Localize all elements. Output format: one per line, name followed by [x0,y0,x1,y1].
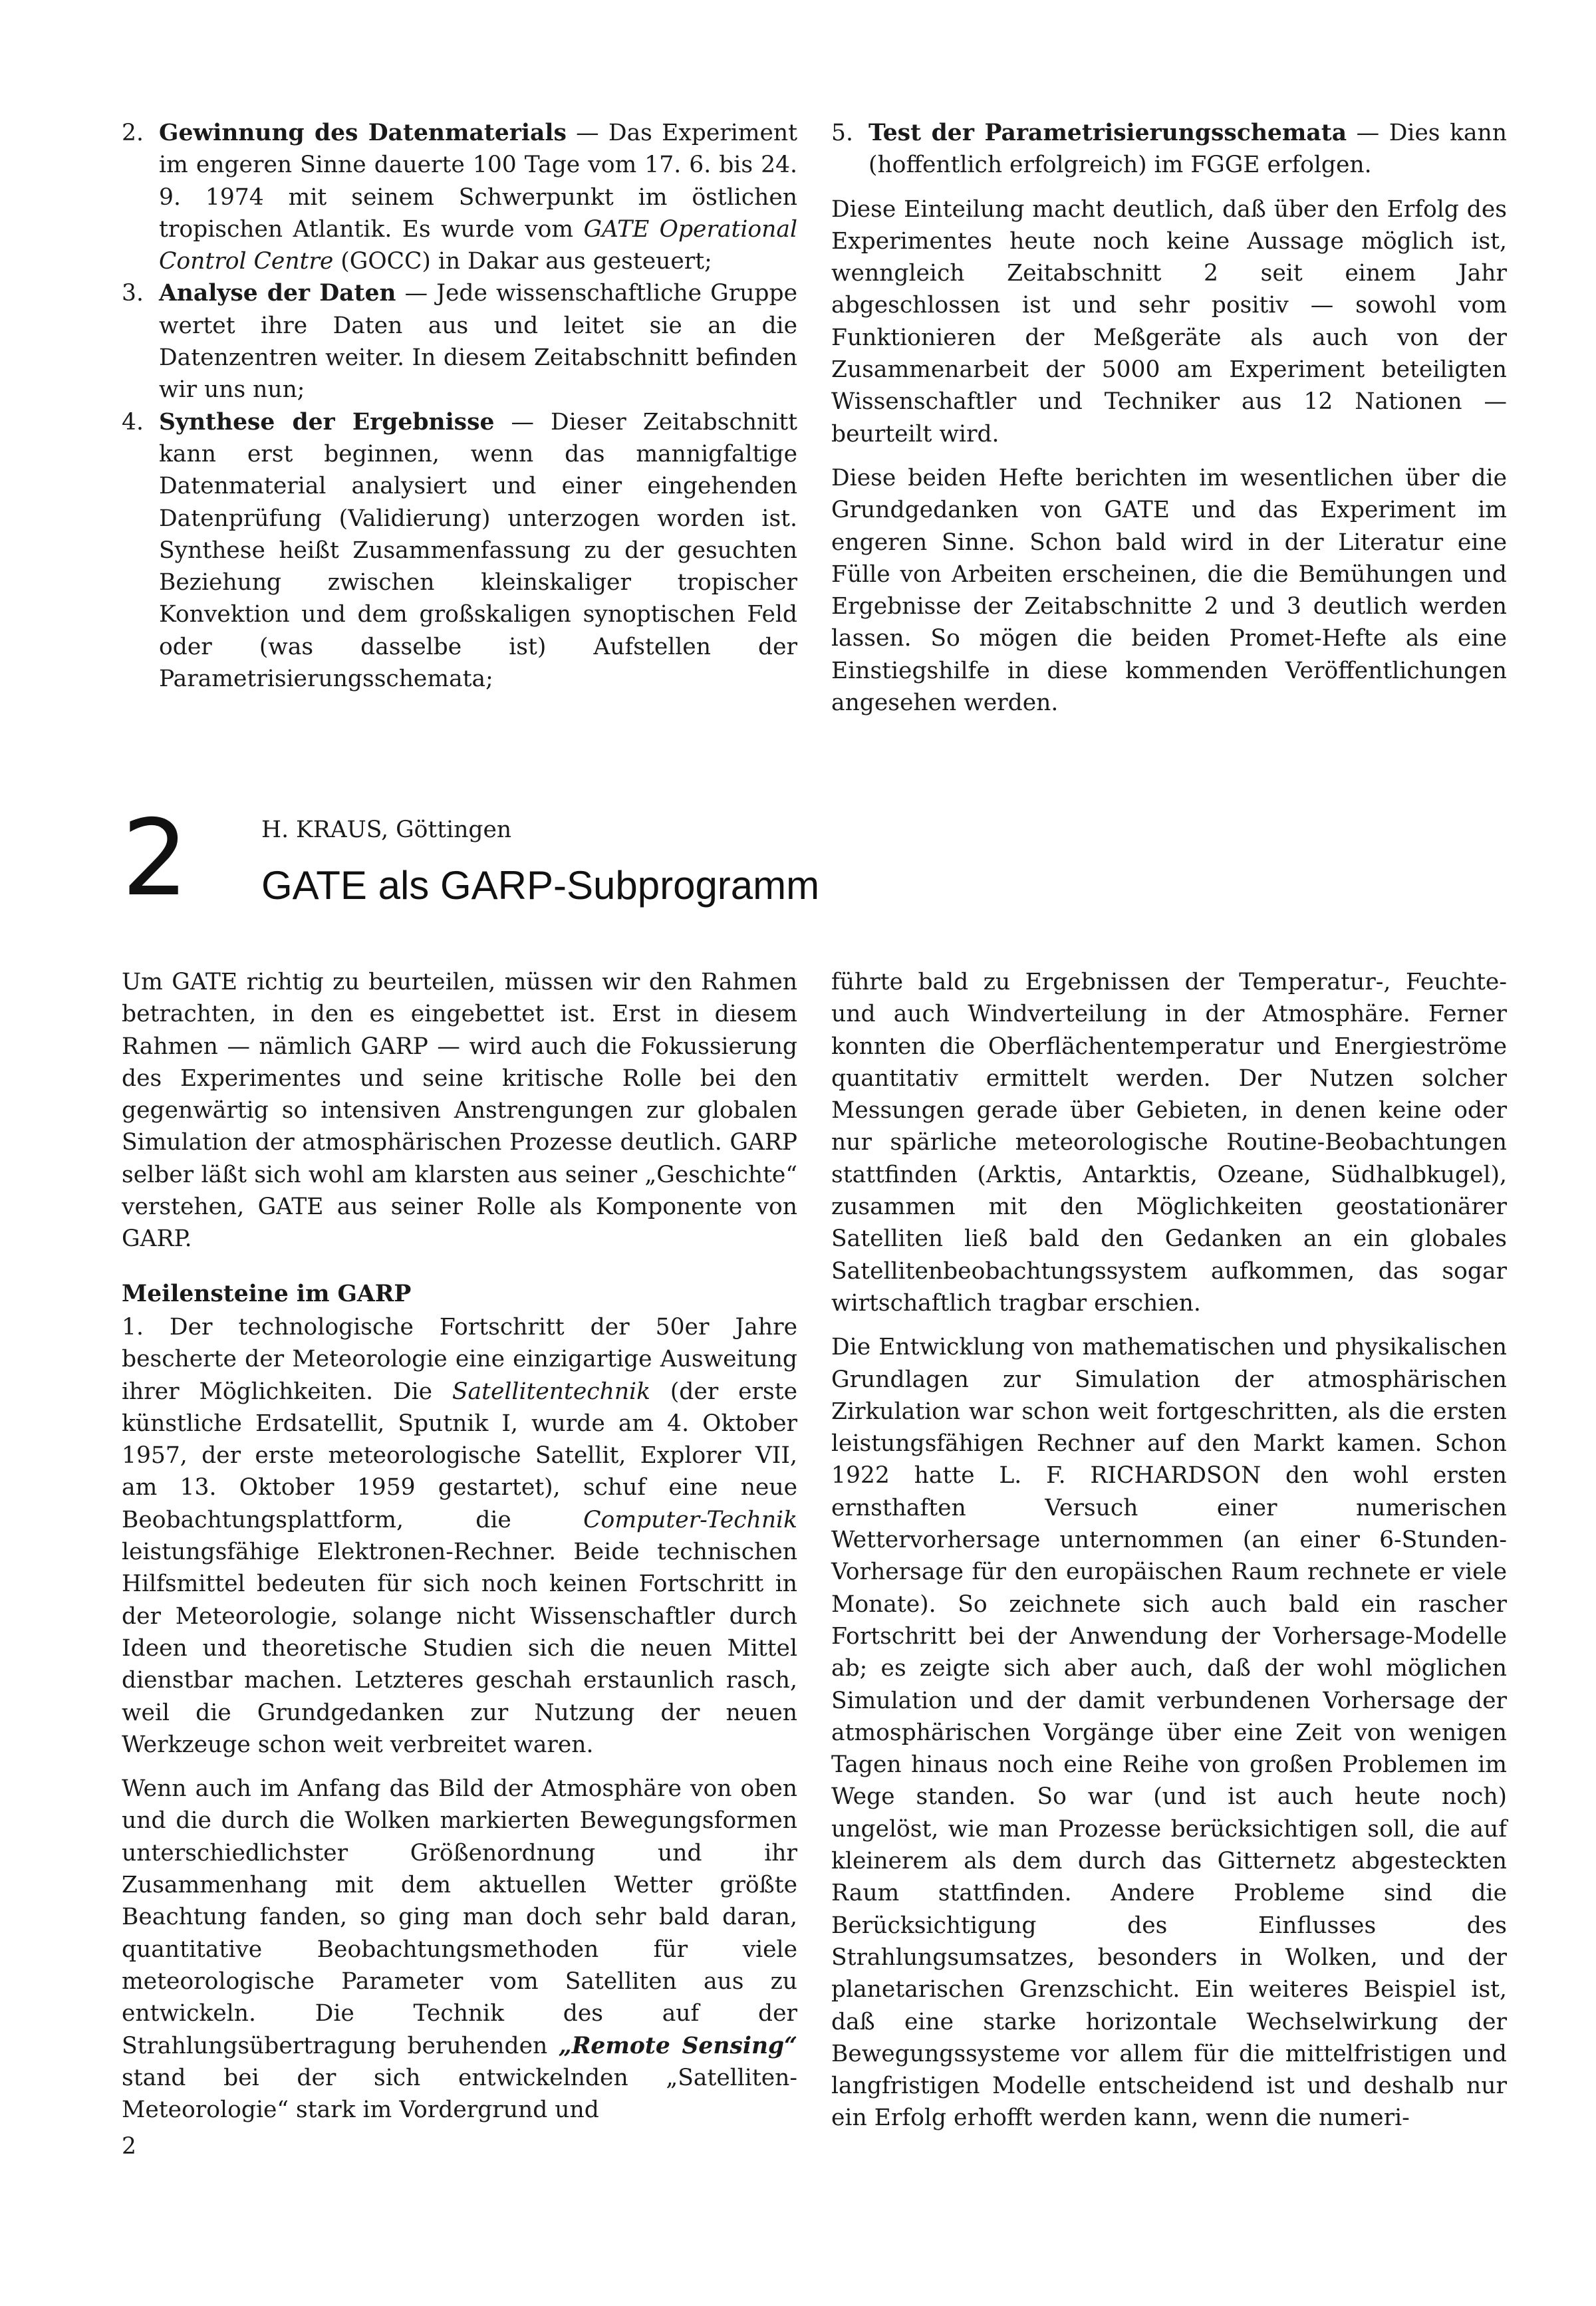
section-author: H. KRAUS, Göttingen [261,817,512,843]
list-item-number: 5. [831,120,853,146]
text: Wenn auch im Anfang das Bild der Atmosphäre von oben und die durch die Wolken markierten Bewegungsformen unterschiedlichster Größenordnung und ihr Zusammenhang mit dem aktuellen Wetter größte Beachtung fanden, so ging man doch sehr bald daran, quantitative Beobachtungsmethoden für viele meteorologische Parameter vom Satelliten aus zu entwickeln. Die Technik des auf der Strahlungsübertragung beruhenden [122,1775,797,2059]
list-item-text: — Jede wissenschaftliche Gruppe wertet ihre Daten aus und leitet sie an die Datenzentren weiter. In diesem Zeitabschnitt befinden wir uns nun; [159,280,798,404]
list-item-italic: GATE Operational Control Centre [159,215,797,275]
italic-term: Satellitentechnik [452,1378,650,1405]
phase-list [122,117,797,695]
list-item-number: 2. [122,120,144,146]
text: (der erste künstliche Erdsatellit, Sputnik I, wurde am 4. Oktober 1957, der erste meteorologische Satellit, Explorer VII, am 13. Oktober 1959 gestartet), schuf eine neue Beobachtungsplattform, die [122,1378,798,1533]
text: stand bei der sich entwickelnden „Satelliten-Meteorologie“ stark im Vordergrund und [122,2064,797,2124]
paragraph: führte bald zu Ergebnissen der Temperatur-, Feuchte- und auch Windverteilung in der Atmosphäre. Ferner konnten die Oberflächentemperatur und Energieströme quantitativ ermittelt werden. Der Nutzen solcher Messungen gerade über Gebieten, in denen keine oder nur spärliche meteorologische Routine-Beobachtungen stattfinden (Arktis, Antarktis, Ozeane, Südhalbkugel), zusammen mit den Möglichkeiten geostationärer Satelliten ließ bald den Gedanken an ein globales Satellitenbeobachtungssystem aufkommen, das sogar wirtschaftlich tragbar erschien. [831,969,1507,1317]
italic-term: „Remote Sensing“ [558,2032,798,2059]
paragraph: Um GATE richtig zu beurteilen, müssen wir den Rahmen betrachten, in den es eingebettet ist. Erst in diesem Rahmen — nämlich GARP — wird auch die Fokussierung des Experimentes und seine kritische Rolle bei den gegenwärtig so intensiven Anstrengungen zur globalen Simulation der atmosphärischen Prozesse deutlich. GARP selber läßt sich wohl am klarsten aus seiner „Geschichte“ verstehen, GATE aus seiner Rolle als Komponente von GARP. [122,969,797,1253]
list-item-number: 4. [122,408,144,436]
phase-list-continued [831,117,1507,182]
list-item [122,406,797,696]
text: leistungsfähige Elektronen-Rechner. Beide technischen Hilfsmittel bedeuten für sich noch keinen Fortschritt in der Meteorologie, solange nicht Wissenschaftler durch Ideen und theoretische Studien sich die neuen Mittel dienstbar machen. Letzteres geschah erstaunlich rasch, weil die Grundgedanken zur Nutzung der neuen Werkzeuge schon weit verbreitet waren. [122,1539,797,1758]
text: 1. Der technologische Fortschritt der 50er Jahre bescherte der Meteorologie eine einzigartige Ausweitung ihrer Möglichkeiten. Die [122,1313,797,1405]
list-item-number: 3. [122,280,144,307]
left-column [122,966,797,2126]
list-item-text: — Dies kann (hoffentlich erfolgreich) im FGGE erfolgen. [868,120,1507,179]
paragraph [122,1311,797,1761]
list-item [122,117,797,277]
right-column [831,966,1507,2134]
paragraph: Diese Einteilung macht deutlich, daß über den Erfolg des Experimentes heute noch keine Aussage möglich ist, wenngleich Zeitabschnitt 2 seit einem Jahr abgeschlossen ist und sehr positiv — sowohl vom Funktionieren der Meßgeräte als auch von der Zusammenarbeit der 5000 am Experiment beteiligten Wissenschaftler und Techniker aus 12 Nationen — beurteilt wird. [831,195,1507,448]
list-item-text: — Das Experiment im engeren Sinne dauerte 100 Tage vom 17. 6. bis 24. 9. 1974 mit seinem Schwerpunkt im östlichen tropischen Atlantik. Es wurde vom [159,120,797,243]
top-right-column [831,117,1507,719]
list-item [122,277,797,406]
top-left-column [122,117,797,695]
list-item-text-end: (GOCC) in Dakar aus gesteuert; [333,248,712,275]
paragraph: Die Entwicklung von mathematischen und physikalischen Grundlagen zur Simulation der atmosphärischen Zirkulation war schon weit fortgeschritten, als die ersten leistungsfähigen Rechner auf den Markt kamen. Schon 1922 hatte L. F. RICHARDSON den wohl ersten ernsthaften Versuch einer numerischen Wettervorhersage unternommen (an einer 6-Stunden-Vorhersage für den europäischen Raum rechnete er viele Monate). So zeichnete sich auch bald ein rascher Fortschritt bei der Anwendung der Vorhersage-Modelle ab; es zeigte sich aber auch, daß der wohl möglichen Simulation und der damit verbundenen Vorhersage der atmosphärischen Vorgänge über eine Zeit von wenigen Tagen hinaus noch eine Reihe von großen Problemen im Wege standen. So war (und ist auch heute noch) ungelöst, wie man Prozesse berücksichtigen soll, die auf kleinerem als dem durch das Gitternetz abgesteckten Raum stattfinden. Andere Probleme sind die Berücksichtigung des Einflusses des Strahlungsumsatzes, besonders in Wolken, und der planetarischen Grenzschicht. Ein weiteres Beispiel ist, daß eine starke horizontale Wechselwirkung der Bewegungssysteme vor allem für die mittelfristigen und langfristigen Modelle entscheidend ist und deshalb nur ein Erfolg erhofft werden kann, wenn die numeri- [831,1334,1507,2132]
italic-term: Computer-Technik [583,1506,797,1533]
paragraph: Diese beiden Hefte berichten im wesentlichen über die Grundgedanken von GATE und das Experiment im engeren Sinne. Schon bald wird in der Literatur eine Fülle von Arbeiten erscheinen, die die Bemühungen und Ergebnisse der Zeitabschnitte 2 und 3 deutlich werden lassen. So mögen die beiden Promet-Hefte als eine Einstiegshilfe in diese kommenden Veröffentlichungen angesehen werden. [831,464,1507,717]
list-item-lead: Gewinnung des Datenmaterials [159,120,567,146]
list-item [831,117,1507,182]
list-item-lead: Test der Parametrisierungsschemata [868,120,1347,146]
list-item-lead: Analyse der Daten [159,280,396,307]
paragraph [122,1773,797,2126]
subheading: Meilensteine im GARP [122,1280,412,1307]
section-header [122,797,1507,926]
page-number: 2 [122,2133,136,2160]
section-title: GATE als GARP-Subprogramm [261,863,820,908]
list-item-lead: Synthese der Ergebnisse [159,408,495,436]
list-item-text: — Dieser Zeitabschnitt kann erst beginnen, wenn das mannigfaltige Datenmaterial analysiert und einer eingehenden Datenprüfung (Validierung) unterzogen worden ist. Synthese heißt Zusammenfassung zu der gesuchten Beziehung zwischen kleinskaliger tropischer Konvektion und dem großskaligen synoptischen Feld oder (was dasselbe ist) Aufstellen der Parametrisierungsschemata; [159,408,797,693]
section-number: 2 [122,797,189,920]
